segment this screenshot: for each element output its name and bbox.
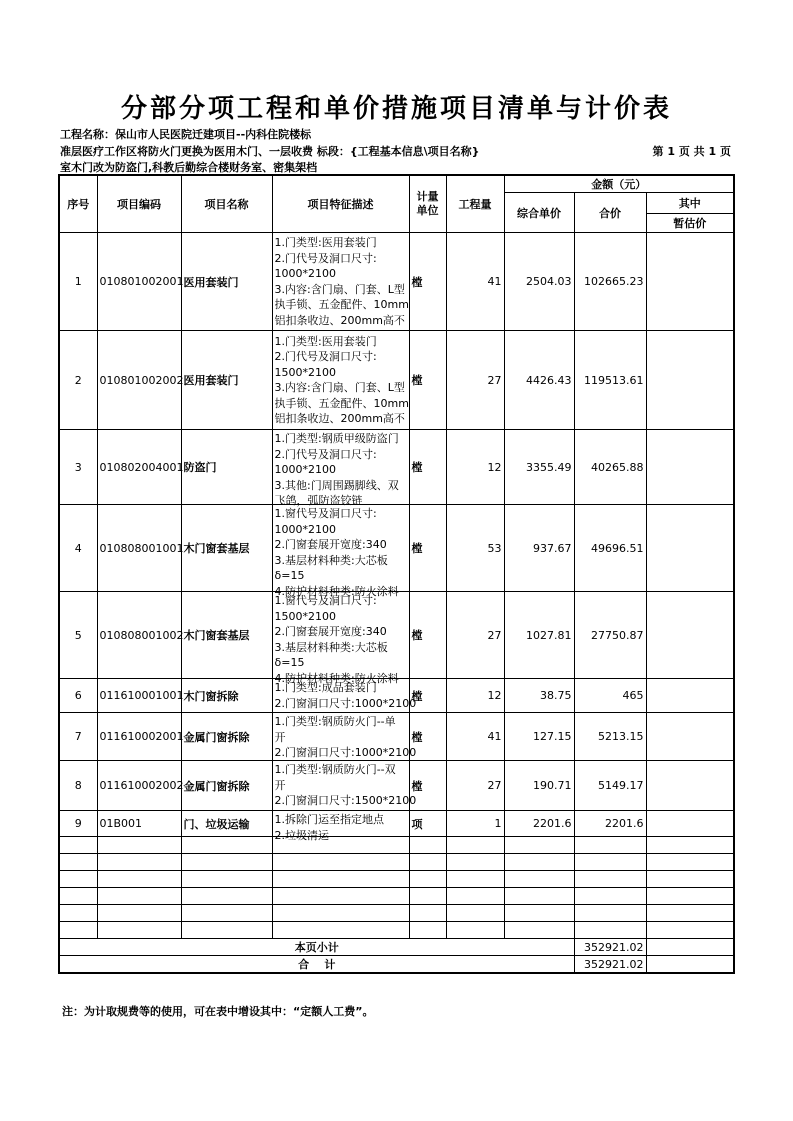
row-desc [272, 592, 409, 685]
blank-cell [181, 871, 272, 888]
row-unit-price: 937.67 [504, 505, 574, 592]
blank-cell [59, 854, 97, 871]
row-name: 医用套装门 [181, 331, 272, 430]
subtotal-extra [646, 939, 734, 956]
blank-cell [409, 854, 446, 871]
table-row [59, 761, 734, 811]
page-info: 第 1 页 共 1 页 [652, 145, 731, 158]
blank-cell [97, 854, 181, 871]
row-name: 金属门窗拆除 [181, 713, 272, 761]
blank-cell [59, 922, 97, 939]
row-desc [272, 713, 417, 761]
row-code: 011610002002 [97, 761, 181, 811]
row-name: 木门窗套基层 [181, 592, 272, 679]
blank-cell [504, 905, 574, 922]
row-total: 40265.88 [574, 430, 646, 505]
desc-line: 铝扣条收边、200mm高不 [274, 313, 405, 327]
row-provisional [646, 713, 734, 761]
row-total: 5213.15 [574, 713, 646, 761]
row-desc [272, 430, 409, 505]
row-code: 010808001001 [97, 505, 181, 592]
table-row [59, 505, 734, 592]
row-seq: 8 [59, 761, 97, 811]
blank-cell [409, 871, 446, 888]
blank-cell [574, 854, 646, 871]
row-seq: 5 [59, 592, 97, 679]
desc-line: 3.内容:含门扇、门套、L型 [274, 381, 405, 394]
blank-cell [409, 905, 446, 922]
header-total: 合价 [574, 193, 646, 233]
blank-cell [646, 905, 734, 922]
row-provisional [646, 233, 734, 331]
blank-cell [446, 837, 504, 854]
row-seq: 2 [59, 331, 97, 430]
row-provisional [646, 505, 734, 592]
row-qty: 41 [446, 713, 504, 761]
blank-cell [446, 854, 504, 871]
row-name: 门、垃圾运输 [181, 811, 272, 837]
blank-cell [181, 922, 272, 939]
blank-cell [504, 871, 574, 888]
row-code: 011610001001 [97, 679, 181, 713]
blank-cell [504, 922, 574, 939]
desc-line: 1.门类型:钢质防火门--单 [274, 715, 396, 728]
desc-line: 4.防护材料种类:防火涂料 [274, 584, 399, 598]
blank-row [59, 922, 734, 939]
project-name-line-2: 准层医疗工作区将防火门更换为医用木门、一层收费 标段：{工程基本信息\项目名称} [60, 145, 480, 158]
row-name: 医用套装门 [181, 233, 272, 331]
blank-cell [646, 888, 734, 905]
row-seq: 1 [59, 233, 97, 331]
blank-cell [59, 888, 97, 905]
blank-cell [574, 837, 646, 854]
row-qty: 53 [446, 505, 504, 592]
blank-cell [181, 837, 272, 854]
row-seq: 6 [59, 679, 97, 713]
row-unit-price: 2201.6 [504, 811, 574, 837]
row-provisional [646, 761, 734, 811]
blank-cell [446, 922, 504, 939]
row-unit-price: 190.71 [504, 761, 574, 811]
row-unit-price: 2504.03 [504, 233, 574, 331]
desc-line: 执手锁、五金配件、10mm [274, 298, 409, 311]
desc-line: 3.其他:门周围踢脚线、双 [274, 478, 399, 492]
row-unit: 樘 [409, 713, 446, 761]
desc-line: 3.基层材料种类:大芯板 [274, 553, 388, 567]
blank-cell [97, 837, 181, 854]
row-total: 5149.17 [574, 761, 646, 811]
blank-cell [181, 905, 272, 922]
blank-cell [97, 922, 181, 939]
row-unit: 樘 [409, 331, 446, 430]
blank-cell [272, 905, 409, 922]
header-unit: 计量单位 [409, 175, 446, 233]
header-qty: 工程量 [446, 175, 504, 233]
row-code: 011610002001 [97, 713, 181, 761]
row-unit-price: 127.15 [504, 713, 574, 761]
blank-cell [646, 854, 734, 871]
row-total: 27750.87 [574, 592, 646, 679]
row-qty: 27 [446, 592, 504, 679]
desc-line: 2.门窗套展开宽度:340 [274, 625, 387, 638]
blank-cell [574, 922, 646, 939]
blank-cell [59, 871, 97, 888]
desc-line: 1.门类型:医用套装门 [274, 236, 377, 249]
blank-cell [97, 905, 181, 922]
table-row [59, 713, 734, 761]
row-unit-price: 38.75 [504, 679, 574, 713]
row-provisional [646, 592, 734, 679]
desc-line: 3.基层材料种类:大芯板 [274, 640, 388, 654]
blank-cell [181, 854, 272, 871]
table-body [59, 233, 734, 939]
blank-row [59, 905, 734, 922]
row-code: 010801002002 [97, 331, 181, 430]
row-provisional [646, 430, 734, 505]
row-total: 465 [574, 679, 646, 713]
blank-cell [574, 888, 646, 905]
desc-line: 2.门窗套展开宽度:340 [274, 538, 387, 551]
row-unit: 樘 [409, 430, 446, 505]
header-provisional: 暂估价 [646, 214, 734, 233]
desc-line: 开 [274, 778, 286, 792]
row-unit: 樘 [409, 679, 446, 713]
blank-cell [272, 922, 409, 939]
row-total: 49696.51 [574, 505, 646, 592]
blank-cell [504, 854, 574, 871]
subtotal-value: 352921.02 [574, 939, 646, 956]
desc-line: δ=15 [274, 656, 305, 669]
row-seq: 7 [59, 713, 97, 761]
page-title: 分部分项工程和单价措施项目清单与计价表 [120, 94, 672, 124]
row-total: 102665.23 [574, 233, 646, 331]
desc-line: 2.门窗洞口尺寸:1000*2100 [274, 696, 417, 710]
row-unit-price: 4426.43 [504, 331, 574, 430]
blank-row [59, 837, 734, 854]
row-qty: 12 [446, 679, 504, 713]
header-amount: 金额（元） [504, 175, 734, 193]
desc-line: 1500*2100 [274, 365, 336, 379]
table-row [59, 233, 734, 331]
blank-cell [446, 905, 504, 922]
blank-cell [97, 888, 181, 905]
row-desc [272, 233, 409, 331]
desc-line: 1000*2100 [274, 522, 336, 536]
total-label: 合 计 [59, 956, 574, 974]
row-seq: 4 [59, 505, 97, 592]
row-desc [272, 761, 417, 811]
blank-cell [574, 871, 646, 888]
blank-cell [272, 871, 409, 888]
row-qty: 12 [446, 430, 504, 505]
desc-line: 飞鸽，弧防盗铰链 [274, 494, 363, 507]
row-unit: 樘 [409, 761, 446, 811]
row-seq: 3 [59, 430, 97, 505]
row-code: 010808001002 [97, 592, 181, 679]
blank-row [59, 854, 734, 871]
blank-cell [272, 854, 409, 871]
blank-cell [181, 888, 272, 905]
header-desc: 项目特征描述 [272, 175, 409, 233]
blank-cell [59, 837, 97, 854]
table-row [59, 331, 734, 430]
row-total: 2201.6 [574, 811, 646, 837]
blank-cell [446, 888, 504, 905]
blank-cell [409, 888, 446, 905]
row-unit: 项 [409, 811, 446, 837]
row-provisional [646, 679, 734, 713]
subtotal-label: 本页小计 [59, 939, 574, 956]
bill-table [58, 174, 735, 974]
desc-line: 2.垃圾清运 [274, 828, 329, 842]
blank-cell [97, 871, 181, 888]
desc-line: 1000*2100 [274, 463, 336, 476]
blank-row [59, 871, 734, 888]
desc-line: 2.门窗洞口尺寸:1000*2100 [274, 746, 417, 759]
blank-cell [272, 888, 409, 905]
row-desc [272, 331, 409, 430]
row-name: 防盗门 [181, 430, 272, 505]
row-desc [272, 505, 409, 598]
desc-line: 1.门类型:医用套装门 [274, 334, 377, 348]
row-provisional [646, 331, 734, 430]
blank-cell [504, 888, 574, 905]
row-unit: 樘 [409, 592, 446, 679]
header-code: 项目编码 [97, 175, 181, 233]
blank-cell [646, 871, 734, 888]
desc-line: 1.门类型:钢质防火门--双 [274, 763, 396, 777]
row-total: 119513.61 [574, 331, 646, 430]
table-row [59, 811, 734, 837]
row-qty: 1 [446, 811, 504, 837]
row-code: 01B001 [97, 811, 181, 837]
row-qty: 27 [446, 761, 504, 811]
desc-line: 1.窗代号及洞口尺寸: [274, 594, 377, 607]
blank-cell [409, 922, 446, 939]
desc-line: 开 [274, 730, 286, 744]
row-unit-price: 1027.81 [504, 592, 574, 679]
blank-cell [504, 837, 574, 854]
row-name: 木门窗拆除 [181, 679, 272, 713]
row-unit-price: 3355.49 [504, 430, 574, 505]
row-unit: 樘 [409, 233, 446, 331]
row-seq: 9 [59, 811, 97, 837]
blank-cell [409, 837, 446, 854]
desc-line: 1.窗代号及洞口尺寸: [274, 507, 377, 520]
table-row [59, 592, 734, 679]
project-name-line-3: 室木门改为防盗门,科教后勤综合楼财务室、密集架档 [60, 161, 318, 174]
desc-line: 3.内容:含门扇、门套、L型 [274, 282, 405, 296]
desc-line: 1.门类型:钢质甲级防盗门 [274, 432, 399, 445]
blank-row [59, 888, 734, 905]
row-qty: 27 [446, 331, 504, 430]
project-name-line: 工程名称：保山市人民医院迁建项目--内科住院楼标 [60, 128, 312, 141]
header-of-which: 其中 [646, 193, 734, 214]
blank-cell [446, 871, 504, 888]
blank-cell [59, 905, 97, 922]
total-value: 352921.02 [574, 956, 646, 974]
desc-line: 4.防护材料种类:防火涂料 [274, 671, 399, 685]
header-seq: 序号 [59, 175, 97, 233]
desc-line: 2.门代号及洞口尺寸: [274, 251, 377, 265]
header-name: 项目名称 [181, 175, 272, 233]
blank-cell [646, 837, 734, 854]
desc-line: 1000*2100 [274, 267, 336, 280]
total-extra [646, 956, 734, 974]
desc-line: 1500*2100 [274, 609, 336, 623]
row-desc [272, 811, 409, 842]
row-code: 010801002001 [97, 233, 181, 331]
desc-line: 2.门代号及洞口尺寸: [274, 447, 377, 461]
desc-line: 1.拆除门运至指定地点 [274, 813, 384, 826]
row-code: 010802004001 [97, 430, 181, 505]
row-name: 金属门窗拆除 [181, 761, 272, 811]
desc-line: 铝扣条收边、200mm高不 [274, 412, 405, 425]
header-unit-price: 综合单价 [504, 193, 574, 233]
table-row [59, 430, 734, 505]
blank-cell [574, 905, 646, 922]
desc-line: 1.门类型:成品套装门 [274, 681, 377, 694]
footnote: 注：为计取规费等的使用，可在表中增设其中：“定额人工费”。 [62, 1005, 374, 1018]
row-qty: 41 [446, 233, 504, 331]
desc-line: 执手锁、五金配件、10mm [274, 396, 409, 410]
desc-line: 2.门代号及洞口尺寸: [274, 350, 377, 363]
blank-cell [646, 922, 734, 939]
desc-line: 2.门窗洞口尺寸:1500*2100 [274, 794, 417, 808]
row-provisional [646, 811, 734, 837]
row-unit: 樘 [409, 505, 446, 592]
desc-line: δ=15 [274, 569, 305, 582]
row-name: 木门窗套基层 [181, 505, 272, 592]
